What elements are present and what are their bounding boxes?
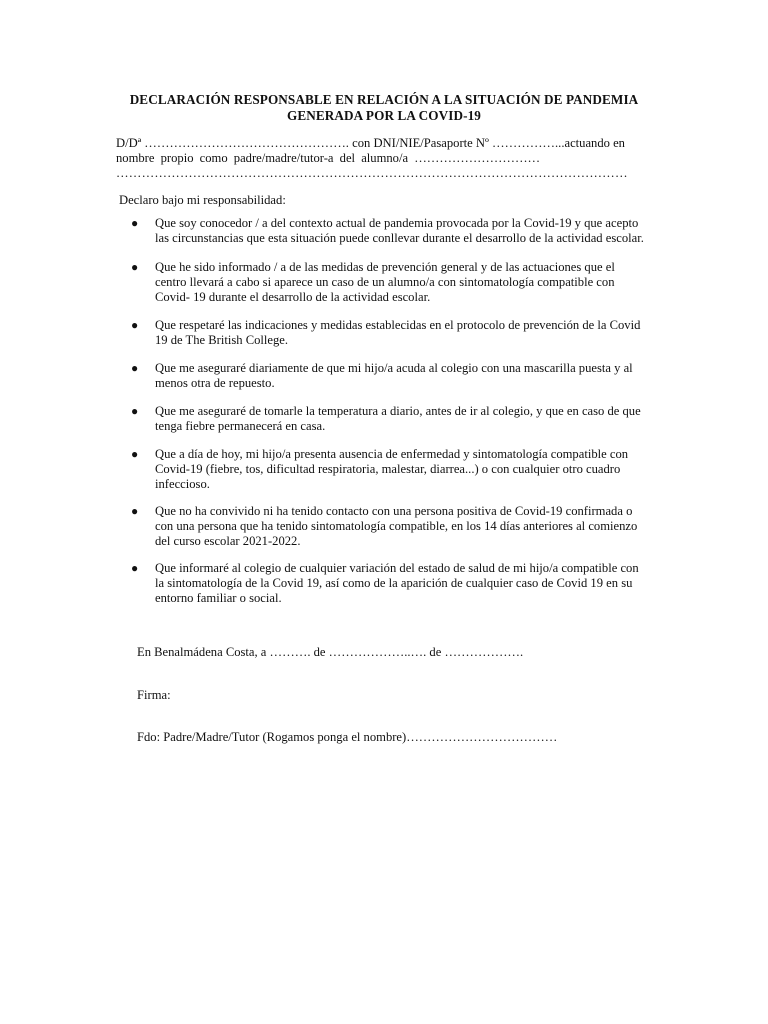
bullet-icon: ●	[131, 404, 139, 418]
declaration-intro: Declaro bajo mi responsabilidad:	[119, 193, 286, 207]
list-item-line: con una persona que ha tenido sintomatología compatible, en los 14 días anteriores al comienzo	[155, 518, 638, 533]
list-item	[128, 318, 668, 348]
list-item-line: Que informaré al colegio de cualquier variación del estado de salud de mi hijo/a compatible con	[155, 561, 639, 575]
bullet-icon: ●	[131, 361, 139, 375]
bullet-icon: ●	[131, 318, 139, 332]
identification-line-1: D/Dª …………………………………………. con DNI/NIE/Pasaporte Nº ……………...actuando en	[116, 136, 625, 150]
signed-by-line: Fdo: Padre/Madre/Tutor (Rogamos ponga el nombre)………………………………	[137, 730, 558, 744]
list-item-line: del curso escolar 2021-2022.	[155, 533, 301, 548]
identification-line-3: …………………………………………………………………………………………………………	[116, 166, 628, 180]
list-item-line: Que respetaré las indicaciones y medidas establecidas en el protocolo de prevención de la Covid	[155, 318, 641, 332]
title-line-1: DECLARACIÓN RESPONSABLE EN RELACIÓN A LA SITUACIÓN DE PANDEMIA	[129, 92, 639, 107]
bullet-icon: ●	[131, 504, 139, 518]
list-item-line: Que me aseguraré diariamente de que mi hijo/a acuda al colegio con una mascarilla puesta y al	[155, 361, 633, 375]
list-item	[128, 504, 668, 548]
list-item-line: Covid- 19 durante el desarrollo de la actividad escolar.	[155, 289, 431, 304]
document-title	[100, 92, 668, 124]
list-item-line: la sintomatología de la Covid 19, así como de la aparición de cualquier caso de Covid 19 en su	[155, 575, 633, 590]
bullet-icon: ●	[131, 260, 139, 274]
place-date-line: En Benalmádena Costa, a ………. de ………………..…. de ……………….	[137, 645, 524, 659]
list-item	[128, 361, 668, 391]
bullet-icon: ●	[131, 447, 139, 461]
identification-block	[116, 136, 656, 181]
list-item-line: Que a día de hoy, mi hijo/a presenta ausencia de enfermedad y sintomatología compatible con	[155, 447, 629, 461]
list-item-line: Que soy conocedor / a del contexto actual de pandemia provocada por la Covid-19 y que acepto	[155, 216, 639, 230]
list-item	[128, 260, 668, 304]
list-item-line: Que me aseguraré de tomarle la temperatura a diario, antes de ir al colegio, y que en caso de que	[155, 404, 641, 418]
list-item-line: menos otra de repuesto.	[155, 375, 275, 390]
list-item	[128, 447, 668, 491]
identification-line-2: nombre propio como padre/madre/tutor-a del alumno/a …………………………	[116, 151, 541, 165]
list-item-line: infeccioso.	[155, 476, 210, 491]
bullet-icon: ●	[131, 561, 139, 575]
list-item-line: entorno familiar o social.	[155, 590, 282, 605]
list-item	[128, 404, 668, 434]
list-item-line: tenga fiebre permanecerá en casa.	[155, 418, 326, 433]
list-item-line: Que he sido informado / a de las medidas de prevención general y de las actuaciones que el	[155, 260, 615, 274]
list-item-line: centro llevará a cabo si aparece un caso de un alumno/a con sintomatología compatible con	[155, 274, 615, 289]
list-item-line: 19 de The British College.	[155, 332, 289, 347]
list-item-line: Que no ha convivido ni ha tenido contacto con una persona positiva de Covid-19 confirmada o	[155, 504, 633, 518]
bullet-icon: ●	[131, 216, 139, 230]
title-line-2: GENERADA POR LA COVID-19	[287, 108, 481, 123]
list-item	[128, 216, 668, 246]
list-item-line: las circunstancias que esta situación puede conllevar durante el desarrollo de la actividad escolar.	[155, 230, 644, 245]
list-item	[128, 561, 668, 605]
signature-label: Firma:	[137, 688, 171, 702]
list-item-line: Covid-19 (fiebre, tos, dificultad respiratoria, malestar, diarrea...) o con cualquier otro cuadro	[155, 461, 621, 476]
